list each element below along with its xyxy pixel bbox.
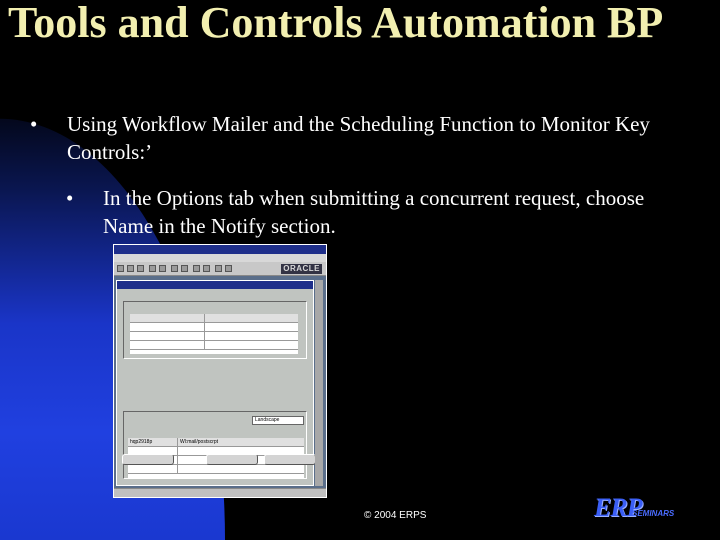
help-button[interactable]: [122, 454, 174, 465]
table-row: [130, 332, 298, 341]
logo-erp-text: ERP: [594, 493, 642, 522]
toolbar-icon: [215, 265, 222, 272]
toolbar-icon: [203, 265, 210, 272]
toolbar-icon: [193, 265, 200, 272]
footer-copyright: © 2004 ERPS: [364, 510, 427, 521]
toolbar-icon: [225, 265, 232, 272]
table-cell[interactable]: [130, 323, 205, 331]
table-cell[interactable]: [130, 332, 205, 340]
table-cell[interactable]: [205, 332, 298, 340]
toolbar-icon: [137, 265, 144, 272]
window-statusbar: [114, 488, 327, 497]
table-cell[interactable]: [205, 341, 298, 349]
toolbar-icon: [149, 265, 156, 272]
vertical-scrollbar[interactable]: [315, 280, 323, 486]
notify-section: [123, 301, 307, 359]
erp-seminars-logo: [594, 495, 684, 525]
toolbar-icon: [181, 265, 188, 272]
logo-seminars-text: SEMINARS: [632, 509, 675, 518]
table-cell[interactable]: hqp2918p: [128, 438, 178, 446]
bullet-text: In the Options tab when submitting a concurrent request, choose Name in the Notify section.: [103, 186, 645, 238]
table-cell[interactable]: [130, 314, 205, 322]
table-cell[interactable]: [205, 314, 298, 322]
slide-title: Tools and Controls Automation BP: [8, 0, 664, 47]
table-row: [130, 323, 298, 332]
dialog-titlebar: [117, 281, 313, 289]
table-cell[interactable]: Wl:mail/postscrpt: [180, 439, 219, 445]
window-workarea: [114, 276, 327, 498]
embedded-app-screenshot: [113, 244, 327, 498]
cancel-button[interactable]: [264, 454, 316, 465]
table-row: [128, 438, 304, 447]
toolbar-icon: [171, 265, 178, 272]
table-row: [128, 465, 304, 474]
table-cell[interactable]: [205, 323, 298, 331]
table-row: [130, 314, 298, 323]
table-row: [130, 341, 298, 350]
toolbar-icon: [159, 265, 166, 272]
window-menubar: [114, 254, 326, 262]
toolbar-icon: [117, 265, 124, 272]
bullet-marker: •: [30, 112, 38, 136]
window-titlebar: [114, 245, 326, 254]
oracle-logo: ORACLE: [283, 264, 320, 273]
notify-grid: [130, 314, 298, 354]
toolbar-icon: [127, 265, 134, 272]
table-cell[interactable]: [130, 341, 205, 349]
bullet-text: Using Workflow Mailer and the Scheduling Function to Monitor Key Controls:’: [67, 112, 650, 164]
bullet-marker: •: [66, 186, 74, 210]
table-cell[interactable]: [128, 465, 178, 473]
print-section: [123, 411, 307, 479]
table-cell[interactable]: [178, 465, 304, 473]
ok-button[interactable]: [206, 454, 258, 465]
window-toolbar: [114, 262, 326, 276]
style-field[interactable]: Landscape: [252, 416, 304, 425]
